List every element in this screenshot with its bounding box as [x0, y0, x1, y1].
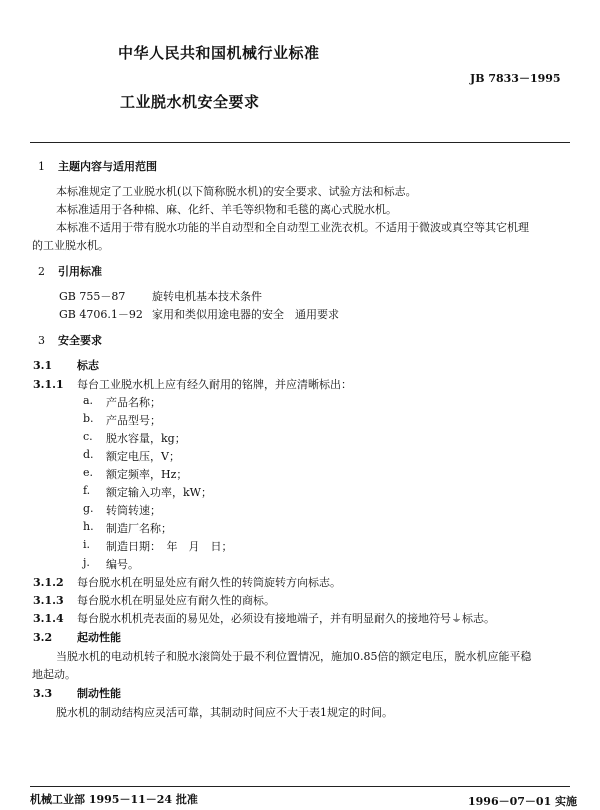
- section-1-number: 1: [38, 160, 45, 173]
- list-item-text: 制造日期： 年 月 日；: [106, 540, 233, 553]
- section-2-heading: [38, 263, 102, 279]
- list-item-text: 额定电压，V；: [106, 450, 180, 463]
- list-item-letter: h.: [83, 520, 94, 533]
- list-item-letter: g.: [83, 502, 94, 515]
- clause-3-1-4: [33, 610, 495, 626]
- reference-name: 旋转电机基本技术条件: [152, 290, 262, 303]
- standard-category-title: 中华人民共和国机械行业标准: [118, 44, 320, 62]
- list-item-text: 额定频率，Hz；: [106, 468, 188, 481]
- header-divider: [30, 142, 570, 143]
- standard-code: JB 7833－1995: [470, 72, 561, 85]
- implementation-date: 1996－07－01 实施: [468, 795, 578, 808]
- clause-number: 3.1.2: [33, 576, 64, 589]
- list-item-text: 产品型号；: [106, 414, 161, 427]
- section-1-paragraph-1: 本标准规定了工业脱水机(以下简称脱水机)的安全要求、试验方法和标志。: [56, 185, 417, 198]
- clause-title: 制动性能: [77, 687, 121, 700]
- clause-3-3-heading: [33, 685, 121, 701]
- list-item-letter: c.: [83, 430, 93, 443]
- footer-divider: [30, 786, 570, 787]
- reference-name: 家用和类似用途电器的安全 通用要求: [152, 308, 339, 321]
- clause-title: 标志: [77, 359, 99, 372]
- section-1-paragraph-3: 本标准不适用于带有脱水功能的半自动型和全自动型工业洗衣机。不适用于微波或真空等其它机理: [56, 221, 529, 234]
- clause-3-1-3: [33, 592, 275, 608]
- clause-number: 3.1.3: [33, 594, 64, 607]
- section-1-paragraph-2: 本标准适用于各种棉、麻、化纤、羊毛等织物和毛毯的离心式脱水机。: [56, 203, 397, 216]
- list-item-letter: i.: [83, 538, 91, 551]
- clause-3-2-paragraph-continued: 地起动。: [32, 668, 76, 681]
- clause-number: 3.1: [33, 359, 53, 372]
- section-2-number: 2: [38, 265, 45, 278]
- clause-3-1-2: [33, 574, 341, 590]
- approval-date: 机械工业部 1995－11－24 批准: [30, 793, 198, 806]
- clause-number: 3.1.1: [33, 378, 64, 391]
- section-2-title: 引用标准: [58, 265, 102, 278]
- reference-code: GB 4706.1－92: [59, 308, 143, 321]
- list-item-text: 制造厂名称；: [106, 522, 172, 535]
- clause-number: 3.1.4: [33, 612, 64, 625]
- document-title: 工业脱水机安全要求: [120, 93, 260, 111]
- clause-3-2-paragraph: 当脱水机的电动机转子和脱水滚筒处于最不利位置情况，施加0.85倍的额定电压，脱水机应能平稳: [56, 650, 532, 663]
- list-item-letter: e.: [83, 466, 94, 479]
- section-3-heading: [38, 332, 102, 348]
- list-item-letter: b.: [83, 412, 94, 425]
- clause-text: 每台脱水机机壳表面的易见处，必须设有接地端子，并有明显耐久的接地符号⏚标志。: [77, 612, 495, 625]
- clause-3-1-heading: [33, 357, 99, 373]
- clause-number: 3.3: [33, 687, 53, 700]
- reference-code: GB 755－87: [59, 290, 126, 303]
- list-item-text: 编号。: [106, 558, 139, 571]
- clause-text: 每台脱水机在明显处应有耐久性的转筒旋转方向标志。: [77, 576, 341, 589]
- section-1-heading: [38, 158, 157, 174]
- list-item-text: 转筒转速；: [106, 504, 161, 517]
- section-1-title: 主题内容与适用范围: [58, 160, 157, 173]
- section-3-title: 安全要求: [58, 334, 102, 347]
- clause-number: 3.2: [33, 631, 53, 644]
- clause-text: 每台脱水机在明显处应有耐久性的商标。: [77, 594, 275, 607]
- clause-3-1-1: [33, 376, 352, 392]
- clause-text: 每台工业脱水机上应有经久耐用的铭牌，并应清晰标出：: [77, 378, 352, 391]
- list-item-text: 产品名称；: [106, 396, 161, 409]
- clause-title: 起动性能: [77, 631, 121, 644]
- clause-3-3-paragraph: 脱水机的制动结构应灵活可靠，其制动时间应不大于表1规定的时间。: [56, 706, 393, 719]
- list-item-letter: j.: [83, 556, 90, 569]
- list-item-text: 脱水容量，kg；: [106, 432, 186, 445]
- list-item-letter: d.: [83, 448, 94, 461]
- list-item-text: 额定输入功率，kW；: [106, 486, 212, 499]
- list-item-letter: f.: [83, 484, 91, 497]
- section-3-number: 3: [38, 334, 45, 347]
- clause-3-2-heading: [33, 629, 121, 645]
- list-item-letter: a.: [83, 394, 94, 407]
- section-1-paragraph-3-continued: 的工业脱水机。: [32, 239, 109, 252]
